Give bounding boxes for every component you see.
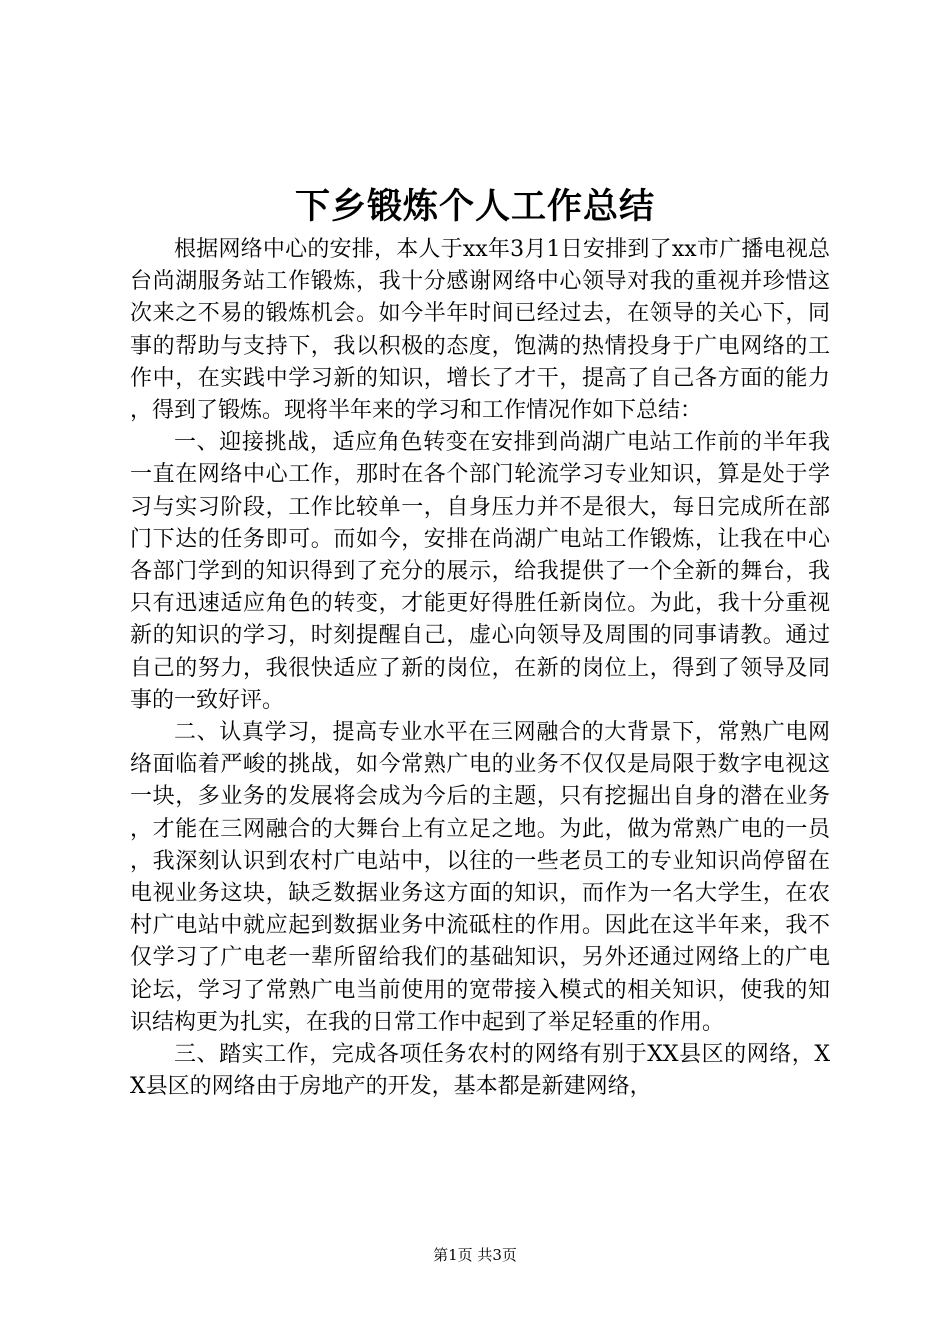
paragraph-section-3: 三、踏实工作，完成各项任务农村的网络有别于XX县区的网络，XX县区的网络由于房地产的开发，基本都是新建网络， [130, 1042, 830, 1100]
document-title: 下乡锻炼个人工作总结 [294, 186, 655, 227]
page-footer: 第1页 共3页 [433, 1246, 517, 1264]
document-body [130, 234, 830, 1103]
paragraph-intro: 根据网络中心的安排，本人于xx年3月1日安排到了xx市广播电视总台尚湖服务站工作锻炼，我十分感谢网络中心领导对我的重视并珍惜这次来之不易的锻炼机会。如今半年时间已经过去，在领导的关心下，同事的帮助与支持下，我以积极的态度，饱满的热情投身于广电网络的工作中，在实践中学习新的知识，增长了才干，提高了自己各方面的能力，得到了锻炼。现将半年来的学习和工作情况作如下总结： [130, 237, 830, 424]
paragraph-section-2: 二、认真学习，提高专业水平在三网融合的大背景下，常熟广电网络面临着严峻的挑战，如今常熟广电的业务不仅仅是局限于数字电视这一块，多业务的发展将会成为今后的主题，只有挖掘出自身的潜在业务，才能在三网融合的大舞台上有立足之地。为此，做为常熟广电的一员，我深刻认识到农村广电站中，以往的一些老员工的专业知识尚停留在电视业务这块，缺乏数据业务这方面的知识，而作为一名大学生，在农村广电站中就应起到数据业务中流砥柱的作用。因此在这半年来，我不仅学习了广电老一辈所留给我们的基础知识，另外还通过网络上的广电论坛，学习了常熟广电当前使用的宽带接入模式的相关知识，使我的知识结构更为扎实，在我的日常工作中起到了举足轻重的作用。 [130, 720, 830, 1035]
paragraph-section-1: 一、迎接挑战，适应角色转变在安排到尚湖广电站工作前的半年我一直在网络中心工作，那时在各个部门轮流学习专业知识，算是处于学习与实习阶段，工作比较单一，自身压力并不是很大，每日完成所在部门下达的任务即可。而如今，安排在尚湖广电站工作锻炼，让我在中心各部门学到的知识得到了充分的展示，给我提供了一个全新的舞台，我只有迅速适应角色的转变，才能更好得胜任新岗位。为此，我十分重视新的知识的学习，时刻提醒自己，虚心向领导及周围的同事请教。通过自己的努力，我很快适应了新的岗位，在新的岗位上，得到了领导及同事的一致好评。 [130, 430, 830, 713]
